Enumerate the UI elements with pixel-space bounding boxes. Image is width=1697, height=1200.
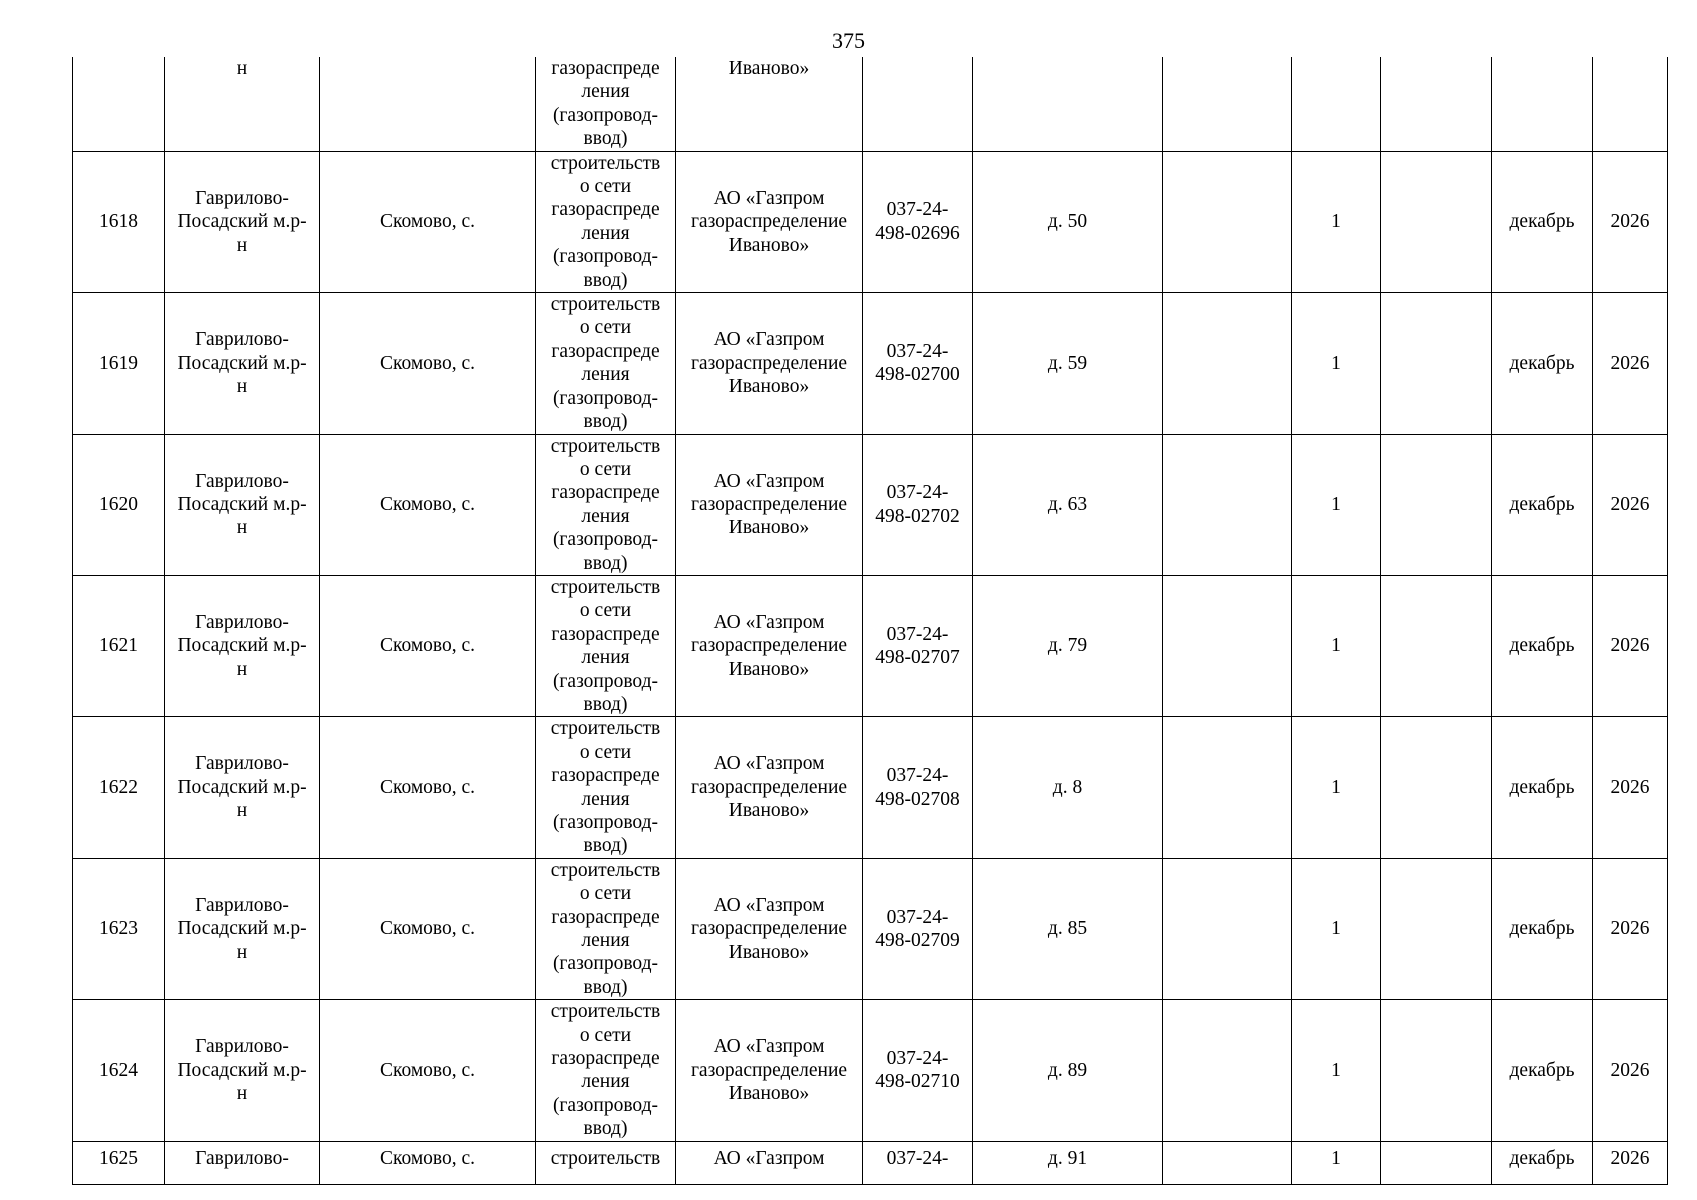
- cell-works: строительств о сети газораспреде ления (газопровод- ввод): [536, 1000, 676, 1141]
- cell-works: строительств о сети газораспреде ления (газопровод- ввод): [536, 575, 676, 716]
- cell-year: 2026: [1593, 717, 1668, 858]
- cell-year: [1593, 57, 1668, 151]
- cell-year: 2026: [1593, 434, 1668, 575]
- cell-id: 037-24- 498-02702: [863, 434, 973, 575]
- cell-year: 2026: [1593, 151, 1668, 292]
- cell-empty: [1163, 858, 1292, 999]
- cell-month: декабрь: [1492, 717, 1593, 858]
- cell-number: 1623: [73, 858, 165, 999]
- table-body: [73, 57, 1668, 1184]
- cell-empty: [1381, 151, 1492, 292]
- cell-empty: [1163, 293, 1292, 434]
- cell-month: декабрь: [1492, 858, 1593, 999]
- cell-works: строительств о сети газораспреде ления (газопровод- ввод): [536, 858, 676, 999]
- cell-number: 1622: [73, 717, 165, 858]
- cell-year: 2026: [1593, 1141, 1668, 1184]
- cell-settlement: Скомово, с.: [320, 858, 536, 999]
- cell-settlement: [320, 57, 536, 151]
- cell-address: [973, 57, 1163, 151]
- cell-id: 037-24-: [863, 1141, 973, 1184]
- cell-works: газораспреде ления (газопровод- ввод): [536, 57, 676, 151]
- cell-month: декабрь: [1492, 151, 1593, 292]
- cell-id: [863, 57, 973, 151]
- cell-id: 037-24- 498-02700: [863, 293, 973, 434]
- cell-works: строительств о сети газораспреде ления (газопровод- ввод): [536, 434, 676, 575]
- cell-settlement: Скомово, с.: [320, 434, 536, 575]
- cell-empty: [1163, 151, 1292, 292]
- cell-district: Гаврилово- Посадский м.р- н: [165, 1000, 320, 1141]
- cell-year: 2026: [1593, 858, 1668, 999]
- cell-empty: [1381, 575, 1492, 716]
- cell-organization: АО «Газпром газораспределение Иваново»: [676, 858, 863, 999]
- cell-district: Гаврилово- Посадский м.р- н: [165, 717, 320, 858]
- cell-address: д. 50: [973, 151, 1163, 292]
- cell-district: Гаврилово- Посадский м.р- н: [165, 434, 320, 575]
- table-row: [73, 1000, 1668, 1141]
- cell-id: 037-24- 498-02708: [863, 717, 973, 858]
- cell-count: 1: [1292, 575, 1381, 716]
- cell-id: 037-24- 498-02707: [863, 575, 973, 716]
- cell-id: 037-24- 498-02696: [863, 151, 973, 292]
- cell-settlement: Скомово, с.: [320, 151, 536, 292]
- cell-district: Гаврилово- Посадский м.р- н: [165, 151, 320, 292]
- cell-address: д. 89: [973, 1000, 1163, 1141]
- table-row-partial-top: [73, 57, 1668, 151]
- cell-district: Гаврилово-: [165, 1141, 320, 1184]
- cell-empty: [1163, 1141, 1292, 1184]
- cell-month: декабрь: [1492, 434, 1593, 575]
- cell-empty: [1381, 434, 1492, 575]
- cell-organization: АО «Газпром газораспределение Иваново»: [676, 434, 863, 575]
- cell-district: Гаврилово- Посадский м.р- н: [165, 293, 320, 434]
- cell-empty: [1163, 434, 1292, 575]
- cell-month: декабрь: [1492, 1000, 1593, 1141]
- cell-organization: АО «Газпром газораспределение Иваново»: [676, 717, 863, 858]
- cell-works: строительств о сети газораспреде ления (газопровод- ввод): [536, 717, 676, 858]
- cell-count: [1292, 57, 1381, 151]
- cell-count: 1: [1292, 151, 1381, 292]
- cell-number: 1620: [73, 434, 165, 575]
- cell-empty: [1163, 1000, 1292, 1141]
- gas-network-plan-table: [72, 57, 1668, 1185]
- cell-settlement: Скомово, с.: [320, 1000, 536, 1141]
- cell-organization: АО «Газпром газораспределение Иваново»: [676, 151, 863, 292]
- table-row: [73, 151, 1668, 292]
- table-row: [73, 858, 1668, 999]
- table-row: [73, 575, 1668, 716]
- table-row: [73, 717, 1668, 858]
- cell-empty: [1381, 57, 1492, 151]
- cell-year: 2026: [1593, 1000, 1668, 1141]
- cell-works: строительств о сети газораспреде ления (газопровод- ввод): [536, 151, 676, 292]
- cell-number: 1619: [73, 293, 165, 434]
- cell-count: 1: [1292, 858, 1381, 999]
- cell-count: 1: [1292, 717, 1381, 858]
- cell-count: 1: [1292, 434, 1381, 575]
- cell-empty: [1163, 57, 1292, 151]
- table-row-partial-bottom: [73, 1141, 1668, 1184]
- cell-settlement: Скомово, с.: [320, 1141, 536, 1184]
- cell-id: 037-24- 498-02709: [863, 858, 973, 999]
- cell-district: Гаврилово- Посадский м.р- н: [165, 858, 320, 999]
- cell-count: 1: [1292, 293, 1381, 434]
- cell-empty: [1163, 717, 1292, 858]
- cell-district: н: [165, 57, 320, 151]
- cell-empty: [1381, 1000, 1492, 1141]
- cell-works: строительств: [536, 1141, 676, 1184]
- cell-empty: [1381, 1141, 1492, 1184]
- cell-address: д. 8: [973, 717, 1163, 858]
- cell-address: д. 79: [973, 575, 1163, 716]
- page-number: 375: [832, 28, 865, 53]
- cell-month: декабрь: [1492, 575, 1593, 716]
- cell-number: 1621: [73, 575, 165, 716]
- cell-organization: АО «Газпром газораспределение Иваново»: [676, 575, 863, 716]
- cell-works: строительств о сети газораспреде ления (газопровод- ввод): [536, 293, 676, 434]
- cell-empty: [1163, 575, 1292, 716]
- cell-organization: АО «Газпром газораспределение Иваново»: [676, 1000, 863, 1141]
- cell-address: д. 91: [973, 1141, 1163, 1184]
- table-row: [73, 434, 1668, 575]
- cell-empty: [1381, 717, 1492, 858]
- cell-count: 1: [1292, 1000, 1381, 1141]
- cell-number: [73, 57, 165, 151]
- cell-year: 2026: [1593, 575, 1668, 716]
- cell-settlement: Скомово, с.: [320, 293, 536, 434]
- cell-year: 2026: [1593, 293, 1668, 434]
- cell-organization: АО «Газпром газораспределение Иваново»: [676, 293, 863, 434]
- cell-organization: АО «Газпром: [676, 1141, 863, 1184]
- cell-empty: [1381, 858, 1492, 999]
- cell-id: 037-24- 498-02710: [863, 1000, 973, 1141]
- cell-address: д. 85: [973, 858, 1163, 999]
- cell-month: декабрь: [1492, 1141, 1593, 1184]
- cell-month: декабрь: [1492, 293, 1593, 434]
- cell-district: Гаврилово- Посадский м.р- н: [165, 575, 320, 716]
- cell-address: д. 63: [973, 434, 1163, 575]
- cell-settlement: Скомово, с.: [320, 575, 536, 716]
- cell-empty: [1381, 293, 1492, 434]
- cell-number: 1624: [73, 1000, 165, 1141]
- cell-organization: Иваново»: [676, 57, 863, 151]
- table-row: [73, 293, 1668, 434]
- cell-count: 1: [1292, 1141, 1381, 1184]
- cell-settlement: Скомово, с.: [320, 717, 536, 858]
- cell-address: д. 59: [973, 293, 1163, 434]
- cell-number: 1618: [73, 151, 165, 292]
- cell-month: [1492, 57, 1593, 151]
- cell-number: 1625: [73, 1141, 165, 1184]
